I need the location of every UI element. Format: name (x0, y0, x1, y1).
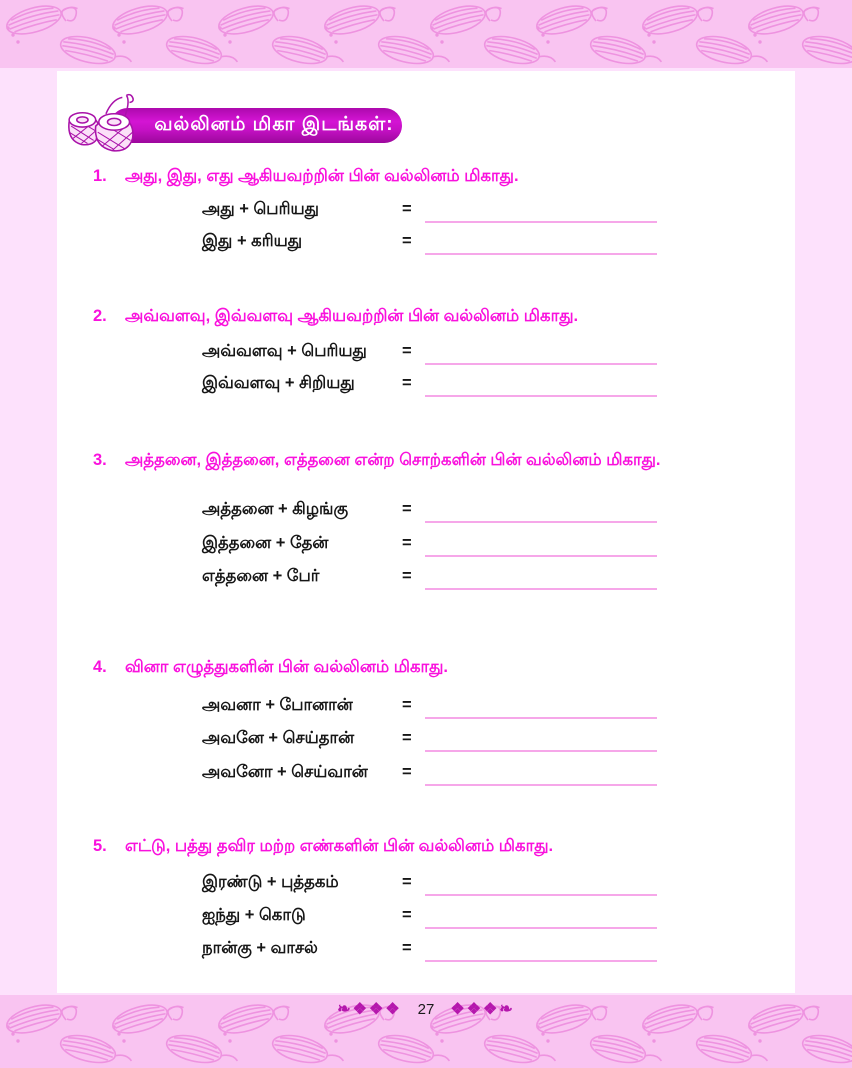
expression-text: அவனா + போனான் (202, 696, 353, 714)
exercise-3-row-1 (202, 500, 762, 526)
expression-text: அவனோ + செய்வான் (202, 763, 368, 781)
exercise-4-heading (93, 658, 793, 679)
exercise-2-rule-text: அவ்வளவு, இவ்வளவு ஆகியவற்றின் பின் வல்லினம் மிகாது. (125, 307, 579, 325)
expression-text: அது + பெரியது (202, 200, 319, 218)
equals-sign: = (402, 374, 412, 392)
exercise-4-row-3 (202, 763, 762, 789)
expression-text: ஐந்து + கொடு (202, 906, 306, 924)
exercise-1-row-2 (202, 232, 762, 258)
exercise-5-row-1 (202, 873, 762, 899)
exercise-2-row-1 (202, 342, 762, 368)
exercise-5-heading (93, 837, 793, 858)
exercise-3-rule-text: அத்தனை, இத்தனை, எத்தனை என்ற சொற்களின் பின் வல்லினம் மிகாது. (125, 451, 661, 469)
exercise-3-heading (93, 451, 793, 472)
equals-sign: = (402, 729, 412, 747)
expression-text: இரண்டு + புத்தகம் (202, 873, 339, 891)
decorative-vine-border-top (0, 0, 852, 68)
equals-sign: = (402, 939, 412, 957)
answer-blank-line (425, 555, 657, 557)
exercise-4-rule-text: வினா எழுத்துகளின் பின் வல்லினம் மிகாது. (125, 658, 449, 676)
answer-blank-line (425, 894, 657, 896)
expression-text: அத்தனை + கிழங்கு (202, 500, 349, 518)
exercise-1-row-1 (202, 200, 762, 226)
exercise-1-rule-text: அது, இது, எது ஆகியவற்றின் பின் வல்லினம் மிகாது. (125, 167, 519, 185)
footer (0, 998, 852, 1020)
exercise-3-row-2 (202, 534, 762, 560)
exercise-3-row-3 (202, 567, 762, 593)
expression-text: இவ்வளவு + சிறியது (202, 374, 355, 392)
exercise-2-heading (93, 307, 793, 328)
answer-blank-line (425, 221, 657, 223)
answer-blank-line (425, 521, 657, 523)
exercise-2-row-2 (202, 374, 762, 400)
exercise-5-row-3 (202, 939, 762, 965)
footer-flourish-left-icon: ❧❖❖❖ (337, 1001, 402, 1018)
answer-blank-line (425, 927, 657, 929)
answer-blank-line (425, 717, 657, 719)
answer-blank-line (425, 363, 657, 365)
equals-sign: = (402, 500, 412, 518)
equals-sign: = (402, 696, 412, 714)
exercise-1-number: 1. (93, 167, 107, 185)
answer-blank-line (425, 588, 657, 590)
answer-blank-line (425, 253, 657, 255)
page-number: 27 (417, 1000, 435, 1018)
equals-sign: = (402, 873, 412, 891)
answer-blank-line (425, 395, 657, 397)
exercise-4-row-1 (202, 696, 762, 722)
drums-icon (65, 91, 151, 157)
content-sheet (57, 71, 795, 993)
expression-text: அவனே + செய்தான் (202, 729, 355, 747)
answer-blank-line (425, 960, 657, 962)
expression-text: எத்தனை + பேர் (202, 567, 320, 585)
title-banner (110, 108, 402, 143)
exercise-5-row-2 (202, 906, 762, 932)
answer-blank-line (425, 750, 657, 752)
equals-sign: = (402, 232, 412, 250)
exercise-4-row-2 (202, 729, 762, 755)
equals-sign: = (402, 906, 412, 924)
equals-sign: = (402, 200, 412, 218)
exercise-3-number: 3. (93, 451, 107, 469)
equals-sign: = (402, 763, 412, 781)
equals-sign: = (402, 534, 412, 552)
equals-sign: = (402, 567, 412, 585)
answer-blank-line (425, 784, 657, 786)
expression-text: இத்தனை + தேன் (202, 534, 329, 552)
page-title: வல்லினம் மிகா இடங்கள்: (154, 113, 394, 135)
exercise-1-heading (93, 167, 793, 188)
exercise-4-number: 4. (93, 658, 107, 676)
expression-text: இது + கரியது (202, 232, 303, 250)
expression-text: நான்கு + வாசல் (202, 939, 318, 957)
exercise-2-number: 2. (93, 307, 107, 325)
footer-flourish-right-icon: ❖❖❖❧ (450, 1001, 515, 1018)
exercise-5-rule-text: எட்டு, பத்து தவிர மற்ற எண்களின் பின் வல்லினம் மிகாது. (125, 837, 554, 855)
expression-text: அவ்வளவு + பெரியது (202, 342, 367, 360)
exercise-5-number: 5. (93, 837, 107, 855)
equals-sign: = (402, 342, 412, 360)
